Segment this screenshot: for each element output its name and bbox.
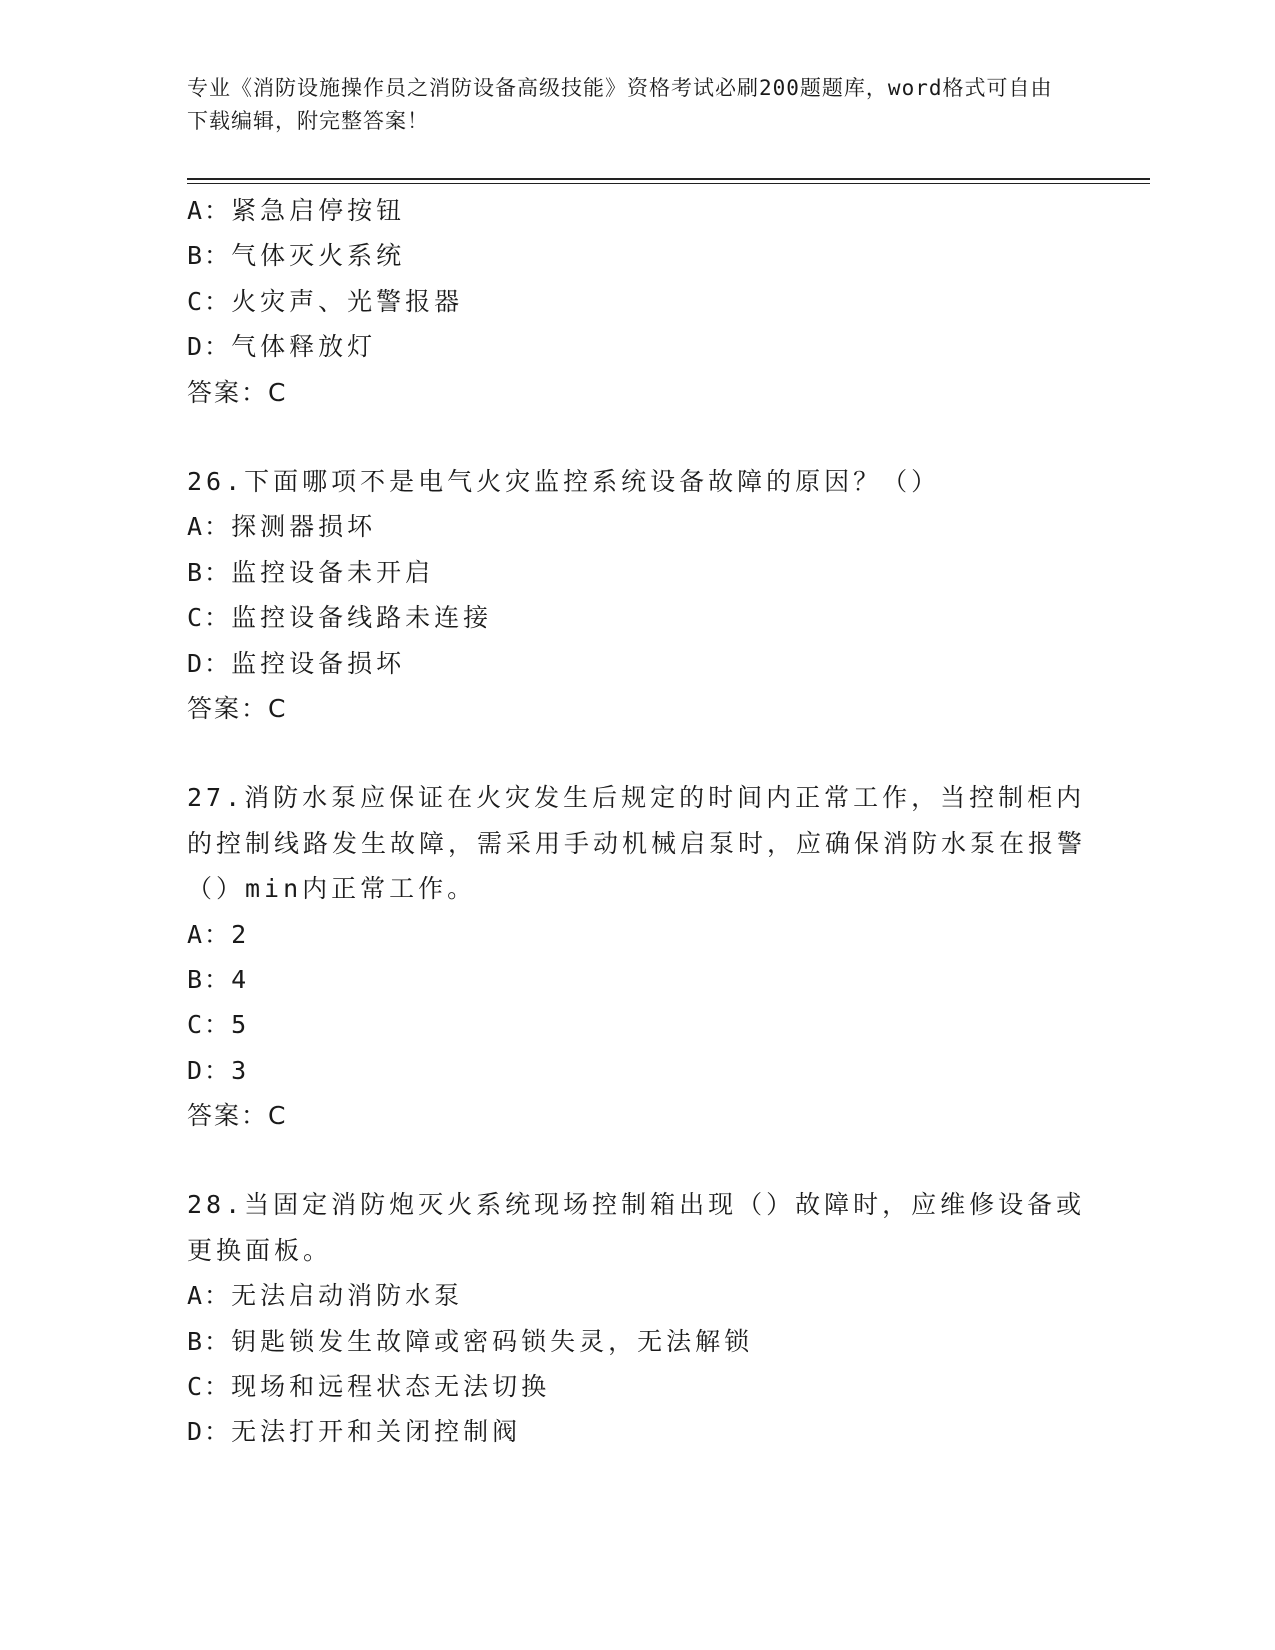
question-27 xyxy=(187,775,1087,1138)
option-d: D：3 xyxy=(187,1055,251,1085)
question-block-continued xyxy=(187,188,1087,415)
question-26 xyxy=(187,459,1087,731)
header-rule-thick xyxy=(187,178,1150,180)
option-c: C：监控设备线路未连接 xyxy=(187,603,493,633)
option-d: D：监控设备损坏 xyxy=(187,648,406,678)
option-b: B：钥匙锁发生故障或密码锁失灵，无法解锁 xyxy=(187,1326,754,1356)
document-header: 专业《消防设施操作员之消防设备高级技能》资格考试必刷200题题库，word格式可自由下载编辑，附完整答案！ xyxy=(187,76,1053,133)
option-a: A：探测器损坏 xyxy=(187,512,377,542)
answer: 答案：C xyxy=(187,693,288,723)
option-c: C：火灾声、光警报器 xyxy=(187,286,464,316)
option-d: D：无法打开和关闭控制阀 xyxy=(187,1417,522,1447)
option-b: B：监控设备未开启 xyxy=(187,557,435,587)
question-28 xyxy=(187,1182,1087,1454)
question-stem: 27.消防水泵应保证在火灾发生后规定的时间内正常工作，当控制柜内的控制线路发生故障，需采用手动机械启泵时，应确保消防水泵在报警（）min内正常工作。 xyxy=(187,783,1087,904)
option-b: B：气体灭火系统 xyxy=(187,241,406,271)
option-a: A：无法启动消防水泵 xyxy=(187,1281,464,1311)
question-content xyxy=(187,188,1087,1455)
option-a: A：紧急启停按钮 xyxy=(187,196,406,225)
answer: 答案：C xyxy=(187,377,288,407)
header-rule-thin xyxy=(187,183,1150,184)
option-c: C：现场和远程状态无法切换 xyxy=(187,1372,551,1402)
answer: 答案：C xyxy=(187,1101,288,1131)
option-b: B：4 xyxy=(187,964,251,994)
option-d: D：气体释放灯 xyxy=(187,332,377,362)
option-a: A：2 xyxy=(187,919,251,949)
question-stem: 26.下面哪项不是电气火灾监控系统设备故障的原因？（） xyxy=(187,466,941,496)
question-stem: 28.当固定消防炮灭火系统现场控制箱出现（）故障时，应维修设备或更换面板。 xyxy=(187,1190,1086,1265)
option-c: C：5 xyxy=(187,1010,251,1040)
